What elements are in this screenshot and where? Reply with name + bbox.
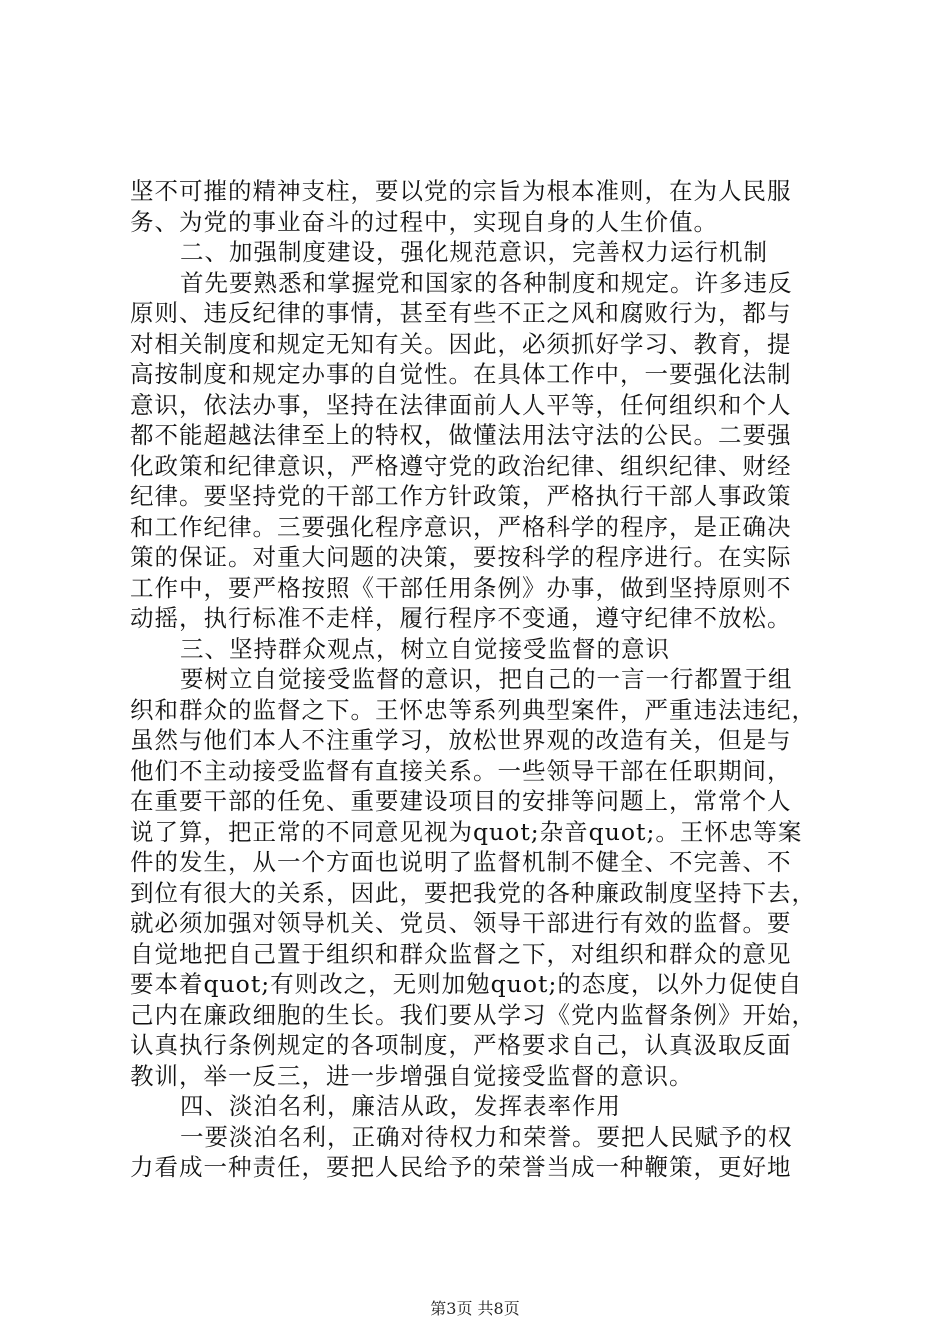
text-line: 意识，依法办事，坚持在法律面前人人平等，任何组织和个人 [130,390,792,419]
text-line: 自觉地把自己置于组织和群众监督之下，对组织和群众的意见 [130,939,792,968]
text-line: 己内在廉政细胞的生长。我们要从学习《党内监督条例》开始， [130,1000,816,1029]
text-line: 都不能超越法律至上的特权，做懂法用法守法的公民。二要强 [130,421,792,449]
text-line: 首先要熟悉和掌握党和国家的各种制度和规定。许多违反 [180,268,793,297]
text-line: 对相关制度和规定无知有关。因此，必须抓好学习、教育，提 [130,329,792,358]
text-line: 在重要干部的任免、重要建设项目的安排等问题上，常常个人 [130,787,792,815]
text-line: 坚不可摧的精神支柱，要以党的宗旨为根本准则，在为人民服 [130,177,792,205]
text-line: 要树立自觉接受监督的意识，把自己的一言一行都置于组 [180,665,793,693]
text-line: 四、淡泊名利，廉洁从政，发挥表率作用 [180,1092,621,1120]
text-line: 到位有很大的关系，因此，要把我党的各种廉政制度坚持下去， [130,878,816,907]
text-line: 务、为党的事业奋斗的过程中，实现自身的人生价值。 [130,207,718,236]
text-line: 件的发生，从一个方面也说明了监督机制不健全、不完善、不 [130,848,792,876]
text-line: 高按制度和规定办事的自觉性。在具体工作中，一要强化法制 [130,360,792,388]
text-line: 一要淡泊名利，正确对待权力和荣誉。要把人民赋予的权 [180,1122,793,1151]
page-footer: 第3页 共8页 [430,1299,520,1318]
text-line: 虽然与他们本人不注重学习，放松世界观的改造有关，但是与 [130,726,792,754]
text-line: 工作中，要严格按照《干部任用条例》办事，做到坚持原则不 [130,573,792,602]
text-line: 说了算，把正常的不同意见视为quot;杂音quot;。王怀忠等案 [130,817,803,846]
body-text [130,176,830,1183]
text-line: 原则、违反纪律的事情，甚至有些不正之风和腐败行为，都与 [130,299,792,327]
text-line: 认真执行条例规定的各项制度，严格要求自己，认真汲取反面 [130,1031,792,1059]
text-line: 教训，举一反三，进一步增强自觉接受监督的意识。 [130,1061,694,1090]
text-line: 策的保证。对重大问题的决策，要按科学的程序进行。在实际 [130,543,792,571]
text-line: 要本着quot;有则改之，无则加勉quot;的态度，以外力促使自 [130,970,803,998]
text-line: 纪律。要坚持党的干部工作方针政策，严格执行干部人事政策 [130,482,792,510]
text-line: 他们不主动接受监督有直接关系。一些领导干部在任职期间， [130,756,792,785]
text-line: 二、加强制度建设，强化规范意识，完善权力运行机制 [180,238,768,266]
text-line: 动摇，执行标准不走样，履行程序不变通，遵守纪律不放松。 [130,604,792,632]
text-line: 就必须加强对领导机关、党员、领导干部进行有效的监督。要 [130,909,792,937]
text-line: 三、坚持群众观点，树立自觉接受监督的意识 [180,634,670,663]
text-line: 力看成一种责任，要把人民给予的荣誉当成一种鞭策，更好地 [130,1153,792,1181]
text-line: 织和群众的监督之下。王怀忠等系列典型案件，严重违法违纪， [130,695,816,724]
text-line: 和工作纪律。三要强化程序意识，严格科学的程序，是正确决 [130,512,792,541]
text-line: 化政策和纪律意识，严格遵守党的政治纪律、组织纪律、财经 [130,451,792,480]
